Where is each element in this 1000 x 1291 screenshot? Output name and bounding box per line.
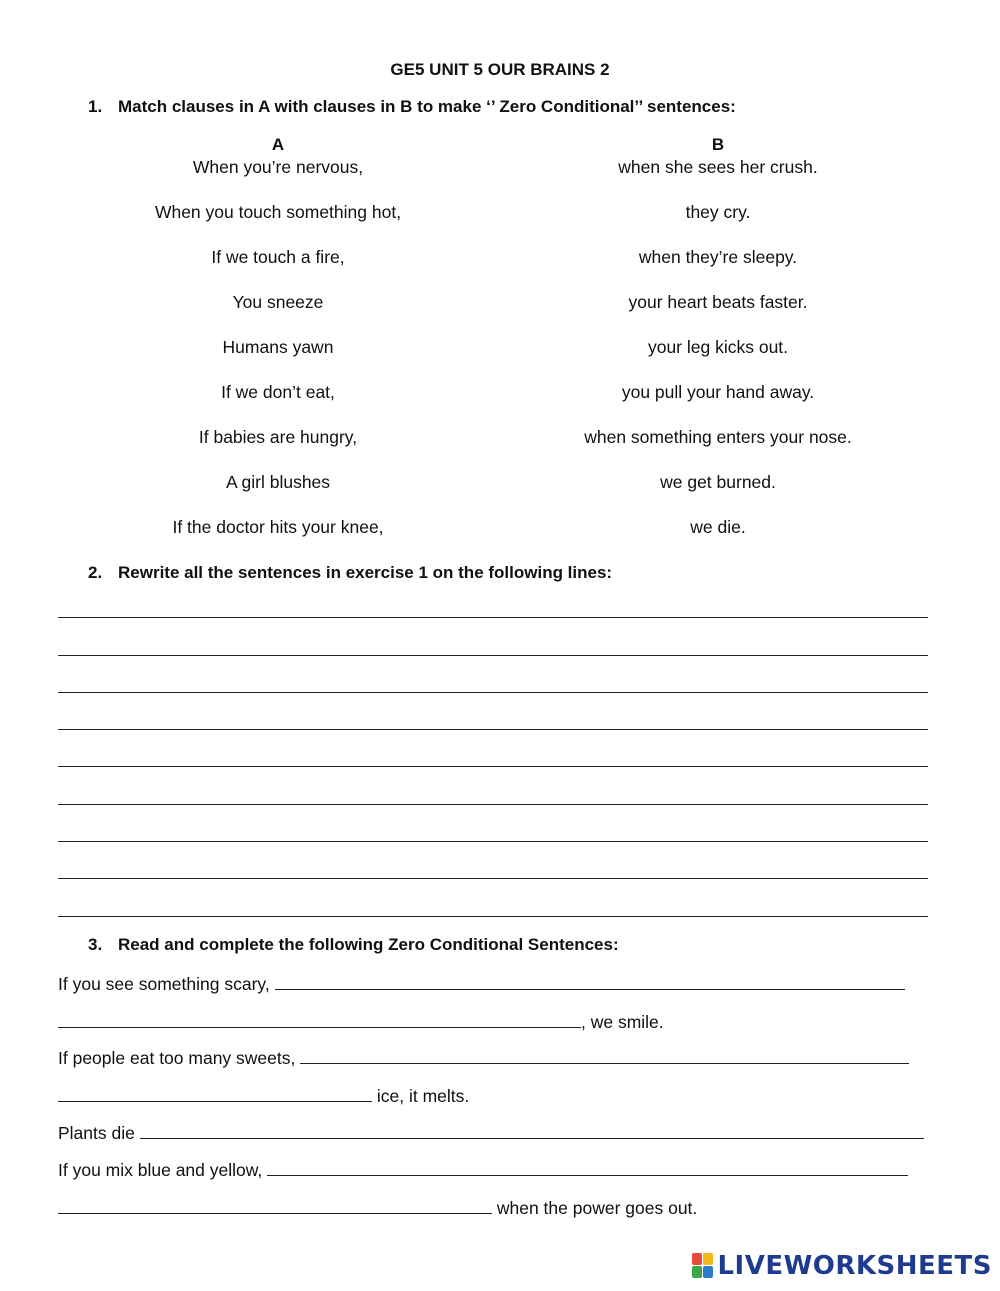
answer-blank[interactable] — [300, 1047, 909, 1064]
logo-text: LIVEWORKSHEETS — [717, 1251, 992, 1281]
completion-row-1 — [58, 973, 905, 995]
answer-line[interactable] — [58, 878, 928, 879]
clause-b-1: when she sees her crush. — [618, 157, 818, 177]
clause-b-4: your heart beats faster. — [628, 292, 808, 312]
question-1-instruction: Match clauses in A with clauses in B to make ‘’ Zero Conditional’’ sentences: — [118, 97, 736, 116]
answer-line[interactable] — [58, 804, 928, 805]
question-1-number: 1. — [88, 97, 103, 116]
worksheet-title: GE5 UNIT 5 OUR BRAINS 2 — [390, 60, 610, 79]
liveworksheets-logo — [692, 1251, 992, 1281]
clause-a-1: When you’re nervous, — [192, 157, 364, 177]
answer-line[interactable] — [58, 692, 928, 693]
clause-a-5: Humans yawn — [222, 337, 334, 357]
clause-a-3: If we touch a fire, — [211, 247, 345, 267]
column-b-header: B — [711, 135, 725, 154]
logo-block-green — [692, 1266, 702, 1278]
answer-blank[interactable] — [58, 1085, 372, 1102]
answer-blank[interactable] — [267, 1159, 908, 1176]
sentence-start: If you mix blue and yellow, — [58, 1160, 268, 1180]
clause-b-5: your leg kicks out. — [647, 337, 789, 357]
completion-row-2 — [58, 1011, 664, 1033]
question-3-number: 3. — [88, 935, 103, 954]
completion-row-5 — [58, 1122, 924, 1144]
answer-blank[interactable] — [140, 1122, 924, 1139]
clause-a-8: A girl blushes — [225, 472, 331, 492]
sentence-start: If people eat too many sweets, — [58, 1048, 301, 1068]
answer-blank[interactable] — [275, 973, 905, 990]
clause-a-4: You sneeze — [232, 292, 324, 312]
question-3-heading — [88, 935, 619, 955]
answer-blank[interactable] — [58, 1197, 492, 1214]
clause-b-8: we get burned. — [660, 472, 776, 492]
question-2-heading — [88, 563, 612, 583]
clause-a-7: If babies are hungry, — [198, 427, 358, 447]
answer-line[interactable] — [58, 617, 928, 618]
sentence-start: Plants die — [58, 1123, 140, 1143]
clause-a-6: If we don’t eat, — [221, 382, 335, 402]
question-2-instruction: Rewrite all the sentences in exercise 1 on the following lines: — [118, 563, 613, 582]
logo-block-blue — [703, 1266, 713, 1278]
clause-b-7: when something enters your nose. — [584, 427, 852, 447]
question-2-number: 2. — [88, 563, 103, 582]
completion-row-4 — [58, 1085, 469, 1107]
answer-line[interactable] — [58, 916, 928, 917]
completion-row-6 — [58, 1159, 908, 1181]
clause-b-2: they cry. — [685, 202, 751, 222]
clause-b-6: you pull your hand away. — [621, 382, 815, 402]
completion-row-7 — [58, 1197, 697, 1219]
clause-a-9: If the doctor hits your knee, — [172, 517, 384, 537]
logo-block-yellow — [703, 1253, 713, 1265]
question-1-heading — [88, 97, 736, 117]
answer-line[interactable] — [58, 655, 928, 656]
sentence-end: , we smile. — [581, 1012, 664, 1032]
column-a-header: A — [271, 135, 285, 154]
clause-b-9: we die. — [690, 517, 746, 537]
completion-row-3 — [58, 1047, 909, 1069]
answer-line[interactable] — [58, 766, 928, 767]
question-3-instruction: Read and complete the following Zero Conditional Sentences: — [118, 935, 619, 954]
sentence-end: when the power goes out. — [492, 1198, 698, 1218]
answer-blank[interactable] — [58, 1011, 581, 1028]
answer-line[interactable] — [58, 729, 928, 730]
logo-icon — [692, 1253, 714, 1279]
sentence-start: If you see something scary, — [58, 974, 275, 994]
clause-a-2: When you touch something hot, — [154, 202, 402, 222]
clause-b-3: when they’re sleepy. — [638, 247, 798, 267]
answer-line[interactable] — [58, 841, 928, 842]
logo-block-red — [692, 1253, 702, 1265]
sentence-end: ice, it melts. — [372, 1086, 470, 1106]
